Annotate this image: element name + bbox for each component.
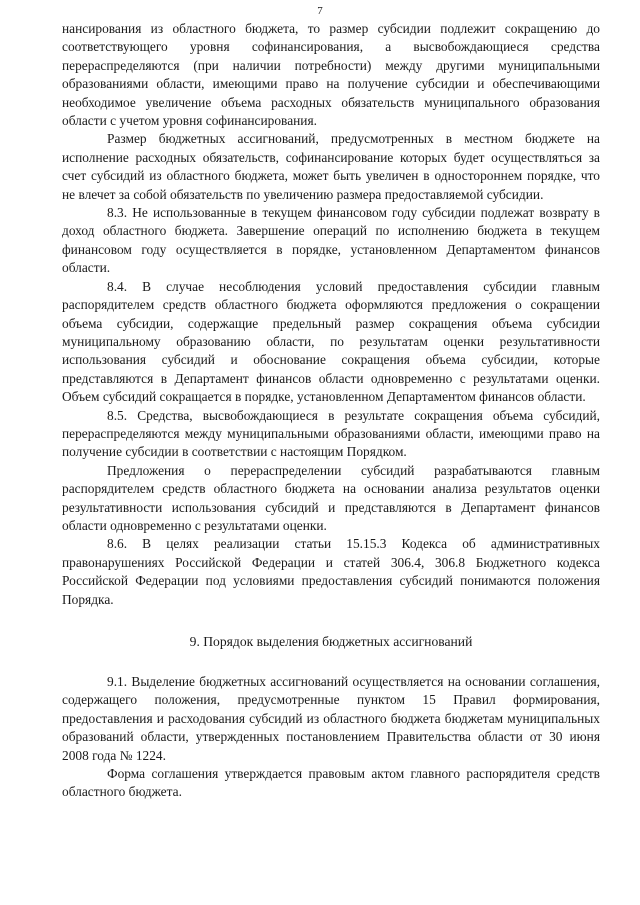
paragraph-8-3: 8.3. Не использованные в текущем финансовом году субсидии подлежат возврату в доход областного бюджета. Завершение операций по исполнению бюджета в текущем финансовом году осуществляется в порядке, установленном Департаментом финансов области. xyxy=(62,205,600,276)
paragraph-continuation: нансирования из областного бюджета, то размер субсидии подлежит сокращению до соответствующего уровня софинансирования, а высвобождающиеся средства перераспределяются (при наличии потребности) между другими муниципальными образованиями области, имеющими право на получение субсидии и обеспечивающими необходимое увеличение объема расходных обязательств муниципального образования области с учетом уровня софинансирования. xyxy=(62,21,600,129)
paragraph-8-4: 8.4. В случае несоблюдения условий предоставления субсидии главным распорядителем средств областного бюджета оформляются предложения о сокращении объема субсидии, содержащие предельный размер сокращения объема субсидии муниципальному образованию области, по результатам оценки результативности использования субсидий и обоснование сокращения объема субсидии, которые представляются в Департамент финансов области одновременно с результатами оценки. Объем субсидий сокращается в порядке, установленном Департаментом финансов области. xyxy=(62,278,600,405)
section-heading: 9. Порядок выделения бюджетных ассигнований xyxy=(189,634,473,649)
paragraph-9-1: 9.1. Выделение бюджетных ассигнований осуществляется на основании соглашения, содержащего положения, предусмотренные пунктом 15 Правил формирования, предоставления и расходования субсидий из областного бюджета бюджетам муниципальных образований области, утвержденных постановлением Правительства области от 30 июня 2008 года № 1224. xyxy=(62,674,600,763)
document-body xyxy=(62,20,600,802)
paragraph-8-5: 8.5. Средства, высвобождающиеся в результате сокращения объема субсидий, перераспределяются между муниципальными образованиями области, имеющими право на получение субсидии в соответствии с настоящим Порядком. xyxy=(62,407,600,460)
paragraph-8-6: 8.6. В целях реализации статьи 15.15.3 Кодекса об административных правонарушениях Российской Федерации и статей 306.4, 306.8 Бюджетного кодекса Российской Федерации под условиями предоставления субсидий понимаются положения Порядка. xyxy=(62,536,600,607)
page-number: 7 xyxy=(317,5,323,17)
paragraph-agreement-form: Форма соглашения утверждается правовым актом главного распорядителя средств областного бюджета. xyxy=(62,766,600,800)
paragraph-budget-allocations: Размер бюджетных ассигнований, предусмотренных в местном бюджете на исполнение расходных обязательств, софинансирование которых будет осуществляться за счет субсидий из областного бюджета, может быть увеличен в одностороннем порядке, что не влечет за собой обязательств по увеличению размера предоставляемой субсидии. xyxy=(62,131,600,202)
paragraph-redistribution-proposals: Предложения о перераспределении субсидий разрабатываются главным распорядителем средств областного бюджета на основании анализа результатов оценки результативности использования субсидий и представляются в Департамент финансов области одновременно с результатами оценки. xyxy=(62,462,600,533)
